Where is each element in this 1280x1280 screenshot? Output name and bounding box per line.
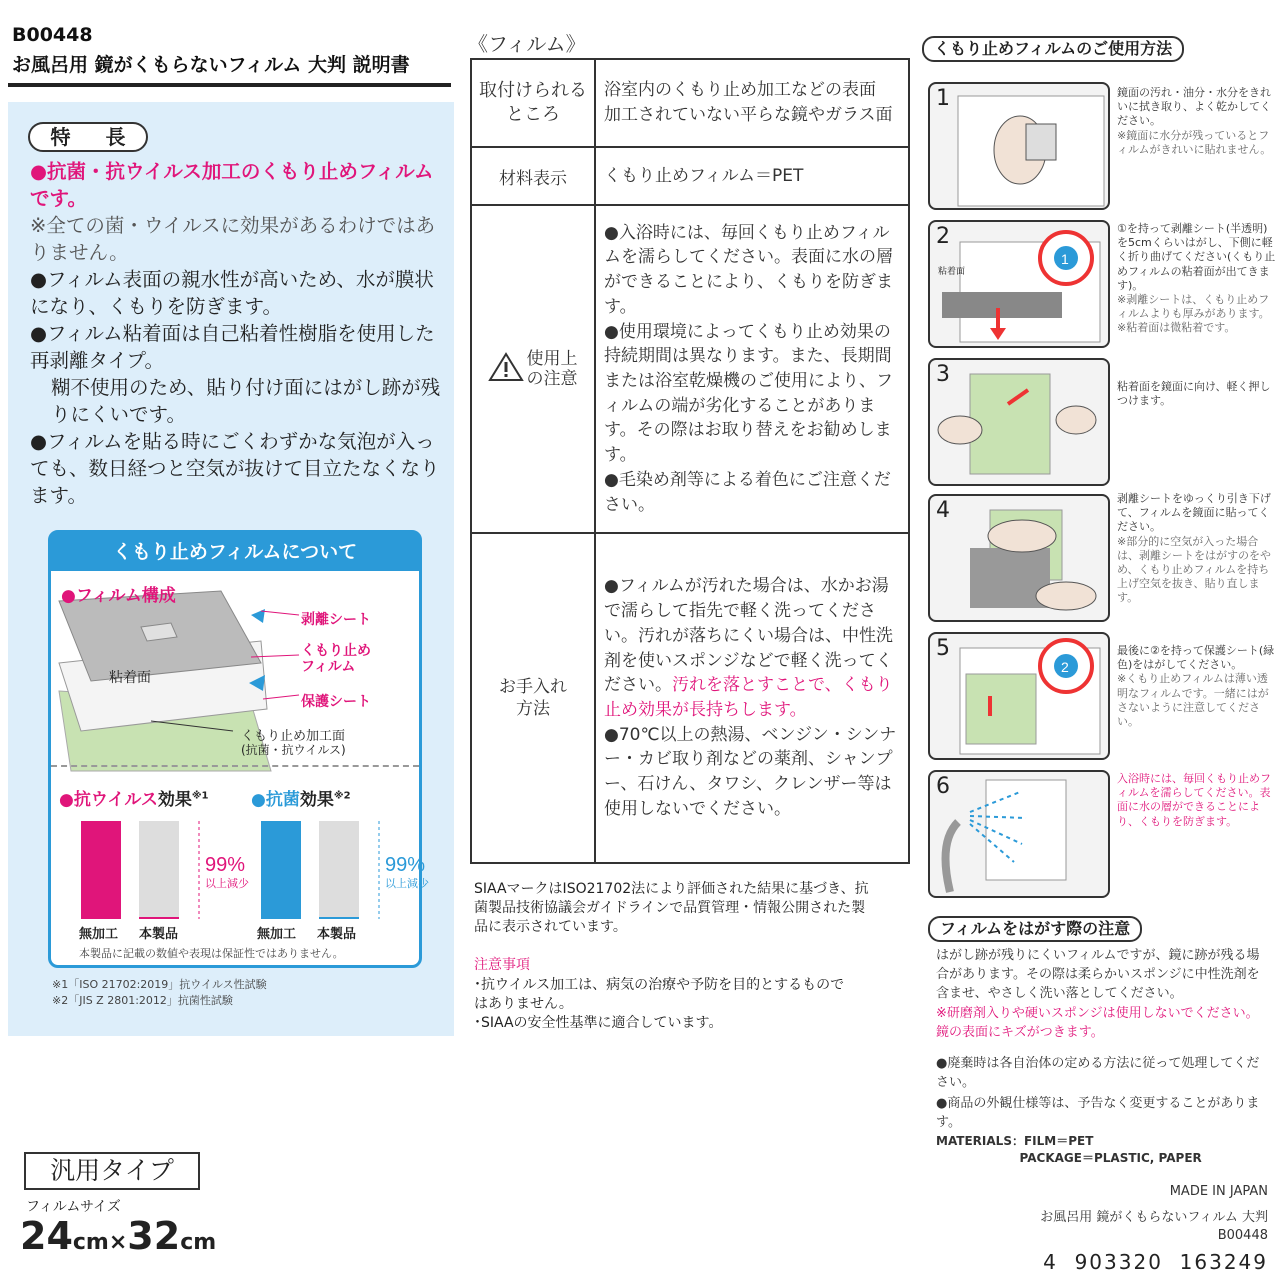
usage-title: くもり止めフィルムのご使用方法: [922, 36, 1184, 62]
info-divider: [51, 765, 419, 767]
bar-本製品: [139, 821, 179, 919]
reduction-sub: 以上減少: [205, 878, 249, 890]
virus-chart-title: [59, 785, 209, 810]
bar-無加工: [261, 821, 301, 919]
feature-item: ●フィルム表面の親水性が高いため、水が膜状になり、くもりを防ぎます。: [30, 268, 434, 318]
caution-key-cell: [471, 205, 595, 533]
adhesive-tag: 粘着面: [938, 267, 966, 277]
protect-sheet-label: 保護シート: [301, 694, 371, 710]
press-icon: [930, 496, 1112, 624]
bact-untreated-label: 無加工: [257, 927, 297, 942]
step-6-text: [1117, 772, 1277, 829]
spec-change-note: ●商品の外観仕様等は、予告なく変更することがあります。: [936, 1096, 1260, 1130]
unit: cm: [72, 1230, 109, 1255]
care-key: お手入れ 方法: [471, 533, 595, 863]
caution-title: 注意事項: [474, 957, 530, 973]
wipe-icon: [930, 84, 1112, 212]
caution-item: ●入浴時には、毎回くもり止めフィルムを濡らしてください。表面に水の層ができることにより、くもりを防ぎます。: [604, 222, 893, 317]
caution-note-1: ･抗ウイルス加工は、病気の治療や予防を目的とするものではありません。: [474, 977, 845, 1012]
product-type-badge: 汎用タイプ: [24, 1152, 200, 1190]
step-sub: ※部分的に空気が入った場合は、剥離シートをはがすのをやめ、くもり止めフィルムを持ち上げ空気を抜き、貼り直します。: [1117, 534, 1271, 605]
film-section-title: 《フィルム》: [468, 32, 586, 56]
features-badge: 特 長: [28, 122, 148, 152]
step-3-illustration: [928, 358, 1110, 486]
step-1-illustration: [928, 82, 1110, 210]
table-row: [471, 533, 909, 863]
product-code: B00448: [12, 24, 93, 46]
removal-warning: ※研磨剤入りや硬いスポンジは使用しないでください。鏡の表面にキズがつきます。: [936, 1006, 1259, 1040]
effect-charts: [51, 809, 429, 935]
footnote-1: ※1「ISO 21702:2019」抗ウイルス性試験: [52, 978, 267, 991]
care-text: ●フィルムが汚れた場合は、水かお湯で濡らして指先で軽く洗ってください。汚れが落ちにくい場合は、中性洗剤を使いスポンジなどで軽く洗ってください。: [604, 576, 893, 696]
peel-protect-icon: [930, 634, 1112, 762]
bact-product-label: 本製品: [317, 927, 357, 942]
bact-title: ●抗菌: [251, 790, 300, 810]
bar-本製品: [319, 821, 359, 919]
film-info-heading: くもり止めフィルムについて: [51, 533, 419, 571]
film-width: 24: [20, 1214, 73, 1258]
step-4-text: [1117, 492, 1277, 606]
features-list: [30, 158, 442, 509]
step-text: 入浴時には、毎回くもり止めフィルムを濡らしてください。表面に水の層ができることにより、くもりを防ぎます。: [1117, 772, 1271, 828]
virus-title: ●抗ウイルス: [59, 790, 158, 810]
step-text: 鏡面の汚れ・油分・水分をきれいに拭き取り、よく乾かしてください。: [1117, 86, 1271, 128]
feature-note: ※全ての菌・ウイルスに効果があるわけではありません。: [30, 214, 436, 264]
barcode-number: 4 903320 163249: [1043, 1250, 1268, 1274]
material-key: 材料表示: [471, 147, 595, 205]
treated-label: くもり止め加工面: [241, 729, 346, 744]
step-sub: ※鏡面に水分が残っているとフィルムがきれいに貼れません。: [1117, 128, 1272, 156]
step-3-text: [1117, 380, 1277, 408]
step-number: 4: [936, 498, 950, 523]
removal-title: フィルムをはがす際の注意: [928, 916, 1142, 942]
unit: cm: [180, 1230, 217, 1255]
bacteria-chart-title: [251, 785, 351, 810]
footnote-2: ※2「JIS Z 2801:2012」抗菌性試験: [52, 994, 233, 1007]
warning-icon: [489, 352, 523, 387]
feature-item: ●フィルムを貼る時にごくわずかな気泡が入っても、数日経つと空気が抜けて目立たなくなります。: [30, 430, 440, 507]
materials: MATERIALS：FILM＝PET PACKAGE＝PLASTIC, PAPER: [936, 1134, 1202, 1165]
film-spec-table: [470, 58, 910, 864]
caution-item: ●毛染め剤等による着色にご注意ください。: [604, 469, 891, 515]
siaa-text: SIAAマークはISO21702法により評価された結果に基づき、抗菌製品技術協議会ガイドラインで品質管理・情報公開された製品に表示されています。: [474, 881, 869, 935]
care-value: [595, 533, 909, 863]
step-text: ①を持って剥離シート(半透明)を5cmくらいはがし、下側に軽く折り曲げてください(くもり止めフィルムの粘着面が出てきます)。: [1117, 222, 1276, 292]
step-number: 2: [936, 224, 950, 249]
install-value: 浴室内のくもり止め加工などの表面 加工されていない平らな鏡やガラス面: [595, 59, 909, 147]
step-sub: ※くもり止めフィルムは薄い透明なフィルムです。一緒にはがさないように注意してください。: [1117, 672, 1269, 729]
step-number: 3: [936, 362, 950, 387]
antifog-film-label: くもり止め フィルム: [301, 643, 371, 675]
bar-value: [319, 917, 359, 919]
step-2-illustration: [928, 220, 1110, 348]
bact-mark: ※2: [333, 790, 351, 802]
step-text: 粘着面を鏡面に向け、軽く押しつけます。: [1117, 380, 1271, 408]
step-sub: ※剥離シートは、くもり止めフィルムよりも厚みがあります。 ※粘着面は微粘着です。: [1117, 293, 1270, 335]
page-title: お風呂用 鏡がくもらないフィルム 大判 説明書: [12, 54, 410, 76]
caution-item: ●使用環境によってくもり止め効果の持続期間は異なります。また、長期間または浴室乾燥機のご使用により、フィルムの端が劣化することがあります。その際はお取り替えをお勧めします。: [604, 321, 893, 466]
step-1-text: [1117, 86, 1277, 157]
step-number: 6: [936, 774, 950, 799]
care-item: ●70℃以上の熱湯、ベンジン・シンナー・カビ取り剤などの薬剤、シャンプー、石けん、タワシ、クレンザー等は使用しないでください。: [604, 724, 897, 819]
bact-suffix: 効果: [299, 790, 334, 810]
title-divider: [8, 83, 451, 87]
virus-suffix: 効果: [157, 790, 192, 810]
table-row: [471, 205, 909, 533]
reduction-pct: 99%: [205, 854, 246, 876]
release-sheet-label: 剥離シート: [301, 612, 371, 628]
made-in: MADE IN JAPAN: [1169, 1184, 1268, 1199]
feature-item: 糊不使用のため、貼り付け面にはがし跡が残りにくいです。: [51, 376, 441, 426]
film-info-box: [48, 530, 429, 968]
install-key: 取付けられる ところ: [471, 59, 595, 147]
footer-product: お風呂用 鏡がくもらないフィルム 大判: [1040, 1210, 1268, 1225]
times: ×: [108, 1230, 128, 1255]
feature-item: ●抗菌・抗ウイルス加工のくもり止めフィルムです。: [30, 160, 434, 210]
film-height: 32: [127, 1214, 181, 1258]
footer-code: B00448: [1217, 1228, 1268, 1243]
feature-item: ●フィルム粘着面は自己粘着性樹脂を使用した再剥離タイプ。: [30, 322, 435, 372]
film-size-label: フィルムサイズ: [26, 1199, 121, 1215]
step-5-text: [1117, 644, 1277, 729]
care-highlight: 汚れを落とすことで、くもり止め効果が長持ちします。: [604, 675, 893, 720]
bar-value: [139, 917, 179, 919]
peel-icon: [930, 222, 1112, 350]
film-structure-title: ●フィルム構成: [61, 586, 176, 606]
table-row: [471, 147, 909, 205]
disposal-note: ●廃棄時は各自治体の定める方法に従って処理してください。: [936, 1056, 1260, 1090]
step-number: 1: [936, 86, 950, 111]
caution-note-2: ･SIAAの安全性基準に適合しています。: [474, 1015, 723, 1031]
shower-icon: [930, 772, 1112, 900]
apply-icon: [930, 360, 1112, 488]
step-text: 剥離シートをゆっくり引き下げて、フィルムを鏡面に貼ってください。: [1117, 492, 1271, 534]
step-2-text: [1117, 222, 1277, 336]
virus-product-label: 本製品: [139, 927, 179, 942]
removal-text: はがし跡が残りにくいフィルムですが、鏡に跡が残る場合があります。その際は柔らかいスポンジに中性洗剤を含ませ、やさしく洗い落としてください。: [936, 948, 1260, 1001]
step-6-illustration: [928, 770, 1110, 898]
step-4-illustration: [928, 494, 1110, 622]
virus-untreated-label: 無加工: [79, 927, 119, 942]
material-value: くもり止めフィルム＝PET: [595, 147, 909, 205]
film-size: [20, 1214, 216, 1258]
adhesive-label: 粘着面: [109, 670, 151, 686]
caution-value: [595, 205, 909, 533]
step-text: 最後に②を持って保護シート(緑色)をはがしてください。: [1117, 644, 1275, 672]
virus-mark: ※1: [191, 790, 209, 802]
info-note: 本製品に記載の数値や表現は保証性ではありません。: [79, 947, 344, 960]
svg-text:1: 1: [1061, 251, 1069, 267]
treated-sub-label: (抗菌・抗ウイルス): [241, 743, 346, 757]
reduction-sub: 以上減少: [385, 878, 429, 890]
step-5-illustration: [928, 632, 1110, 760]
step-number: 5: [936, 636, 950, 661]
svg-text:2: 2: [1061, 659, 1069, 675]
bar-無加工: [81, 821, 121, 919]
reduction-pct: 99%: [385, 854, 426, 876]
caution-key: 使用上 の注意: [526, 349, 578, 389]
table-row: [471, 59, 909, 147]
